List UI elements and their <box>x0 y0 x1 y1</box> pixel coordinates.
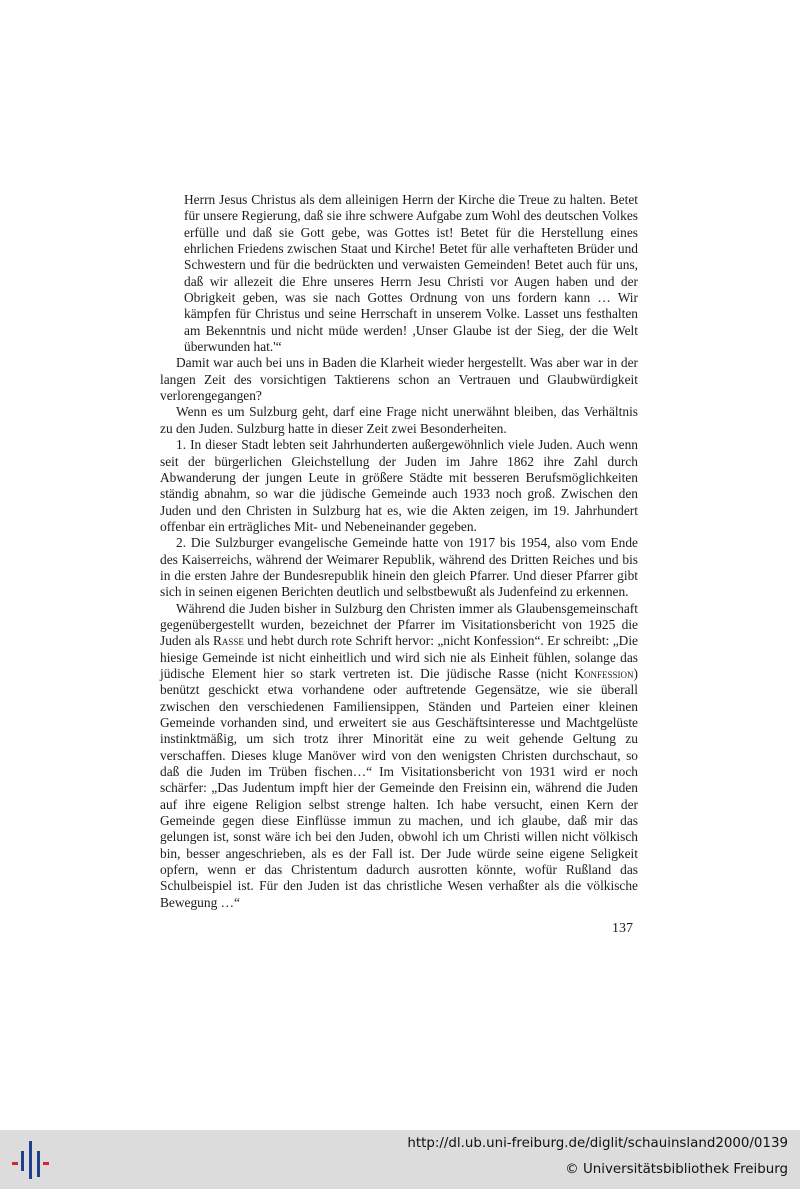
paragraph-5 <box>160 601 638 912</box>
paragraph-1: Damit war auch bei uns in Baden die Klarheit wieder hergestellt. Was aber war in der langen Zeit des vorsichtigen Taktierens schon an Vertrauen und Glaubwürdigkeit verlorengegangen? <box>160 355 638 404</box>
paragraph-4: 2. Die Sulzburger evangelische Gemeinde hatte von 1917 bis 1954, also vom Ende des Kaiserreichs, während der Weimarer Republik, während des Dritten Reiches und bis in die ersten Jahre der Bundesrepublik hinein den gleich Pfarrer. Und dieser Pfarrer gibt sich in seinen eigenen Berichten deutlich und selbstbewußt als Judenfeind zu erkennen. <box>160 535 638 600</box>
page-number: 137 <box>612 921 633 936</box>
paragraph-5-part-c: ) benützt geschickt etwa vorhandene oder auftretende Gegensätze, wie sie überall zwischen den verschiedenen Familiensippen, Ständen und Parteien einer kleinen Gemeinde vorhanden sind, und erweitert sie aus Geschäftsinteresse und Machtgelüste instinktmäßig, um sich trotz ihrer Minorität eine zu weit gehende Geltung zu verschaffen. Dieses kluge Manöver wird von den wenigsten Christen durchschaut, so daß die Juden im Trüben fischen…“ Im Visitationsbericht von 1931 wird er noch schärfer: „Das Judentum impft hier der Gemeinde den Freisinn ein, während die Juden auf ihre eigene Religion selbst strenge halten. Ich habe versucht, einen Kern der Gemeinde gegen diese Einflüsse immun zu machen, und ich glaube, daß mir das gelungen ist, sonst wäre ich bei den Juden, obwohl ich um Christi willen nicht völkisch bin, besser angeschrieben, als es der Fall ist. Der Jude würde seine eigene Seligkeit opfern, wenn er das Christentum dadurch ausrotten könnte, wofür Rußland das Schulbeispiel ist. Für den Juden ist das christliche Wesen verhaßter als die völkische Bewegung …“ <box>160 665 638 910</box>
paragraph-3: 1. In dieser Stadt lebten seit Jahrhunderten außergewöhnlich viele Juden. Auch wenn seit der bürgerlichen Gleichstellung der Juden im Jahre 1862 ihre Zahl durch Abwanderung der jungen Leute in größere Städte mit besseren Berufsmöglichkeiten ständig abnahm, so war die jüdische Gemeinde auch 1933 noch groß. Zwischen den Juden und den Christen in Sulzburg hat es, wie die Akten zeigen, im 19. Jahrhundert offenbar ein erträgliches Mit- und Nebeneinander gegeben. <box>160 437 638 534</box>
source-url-link[interactable]: http://dl.ub.uni-freiburg.de/diglit/schauinsland2000/0139 <box>407 1136 788 1151</box>
ub-freiburg-logo-icon[interactable] <box>10 1138 54 1182</box>
footer-bar <box>0 1130 800 1189</box>
quote-paragraph: Herrn Jesus Christus als dem alleinigen Herrn der Kirche die Treue zu halten. Betet für unsere Regierung, daß sie ihre schwere Aufgabe zum Wohl des deutschen Volkes erfülle und daß sie Gott gebe, was Gottes ist! Betet für die Herstellung eines ehrlichen Friedens zwischen Staat und Kirche! Betet für alle verhafteten Brüder und Schwestern und für die bedrückten und verwaisten Gemeinden! Betet auch für uns, daß wir allezeit die Ehre unseres Herrn Jesu Christi vor Augen haben und der Obrigkeit geben, was sie nach Gottes Ordnung von uns fordern kann … Wir kämpfen für Christus und seine Herrschaft in unserem Volke. Lasset uns festhalten am Bekenntnis und nicht müde werden! ,Unser Glaube ist der Sieg, der die Welt überwunden hat.'“ <box>184 192 638 355</box>
rasse-small-caps: Rasse <box>212 633 244 649</box>
paragraph-5-part-b: und hebt durch rote Schrift hervor: „nicht Konfession“. Er schreibt: „Die hiesige Gemeinde ist nicht einheitlich und wird sich nie als Einheit fühlen, solange das jüdische Element hier so stark vertreten ist. Die jüdische Rasse (nicht <box>160 633 638 681</box>
body-text <box>160 192 638 911</box>
paragraph-5-part-a: Während die Juden bisher in Sulzburg den Christen immer als Glaubensgemeinschaft gegenübergestellt wurden, bezeichnet der Pfarrer im Visitationsbericht von 1925 die Juden als <box>160 600 638 649</box>
konfession-small-caps: Konfession <box>574 665 634 681</box>
copyright-text: © Universitätsbibliothek Freiburg <box>565 1162 788 1177</box>
paragraph-2: Wenn es um Sulzburg geht, darf eine Frage nicht unerwähnt bleiben, das Verhältnis zu den Juden. Sulzburg hatte in dieser Zeit zwei Besonderheiten. <box>160 404 638 436</box>
